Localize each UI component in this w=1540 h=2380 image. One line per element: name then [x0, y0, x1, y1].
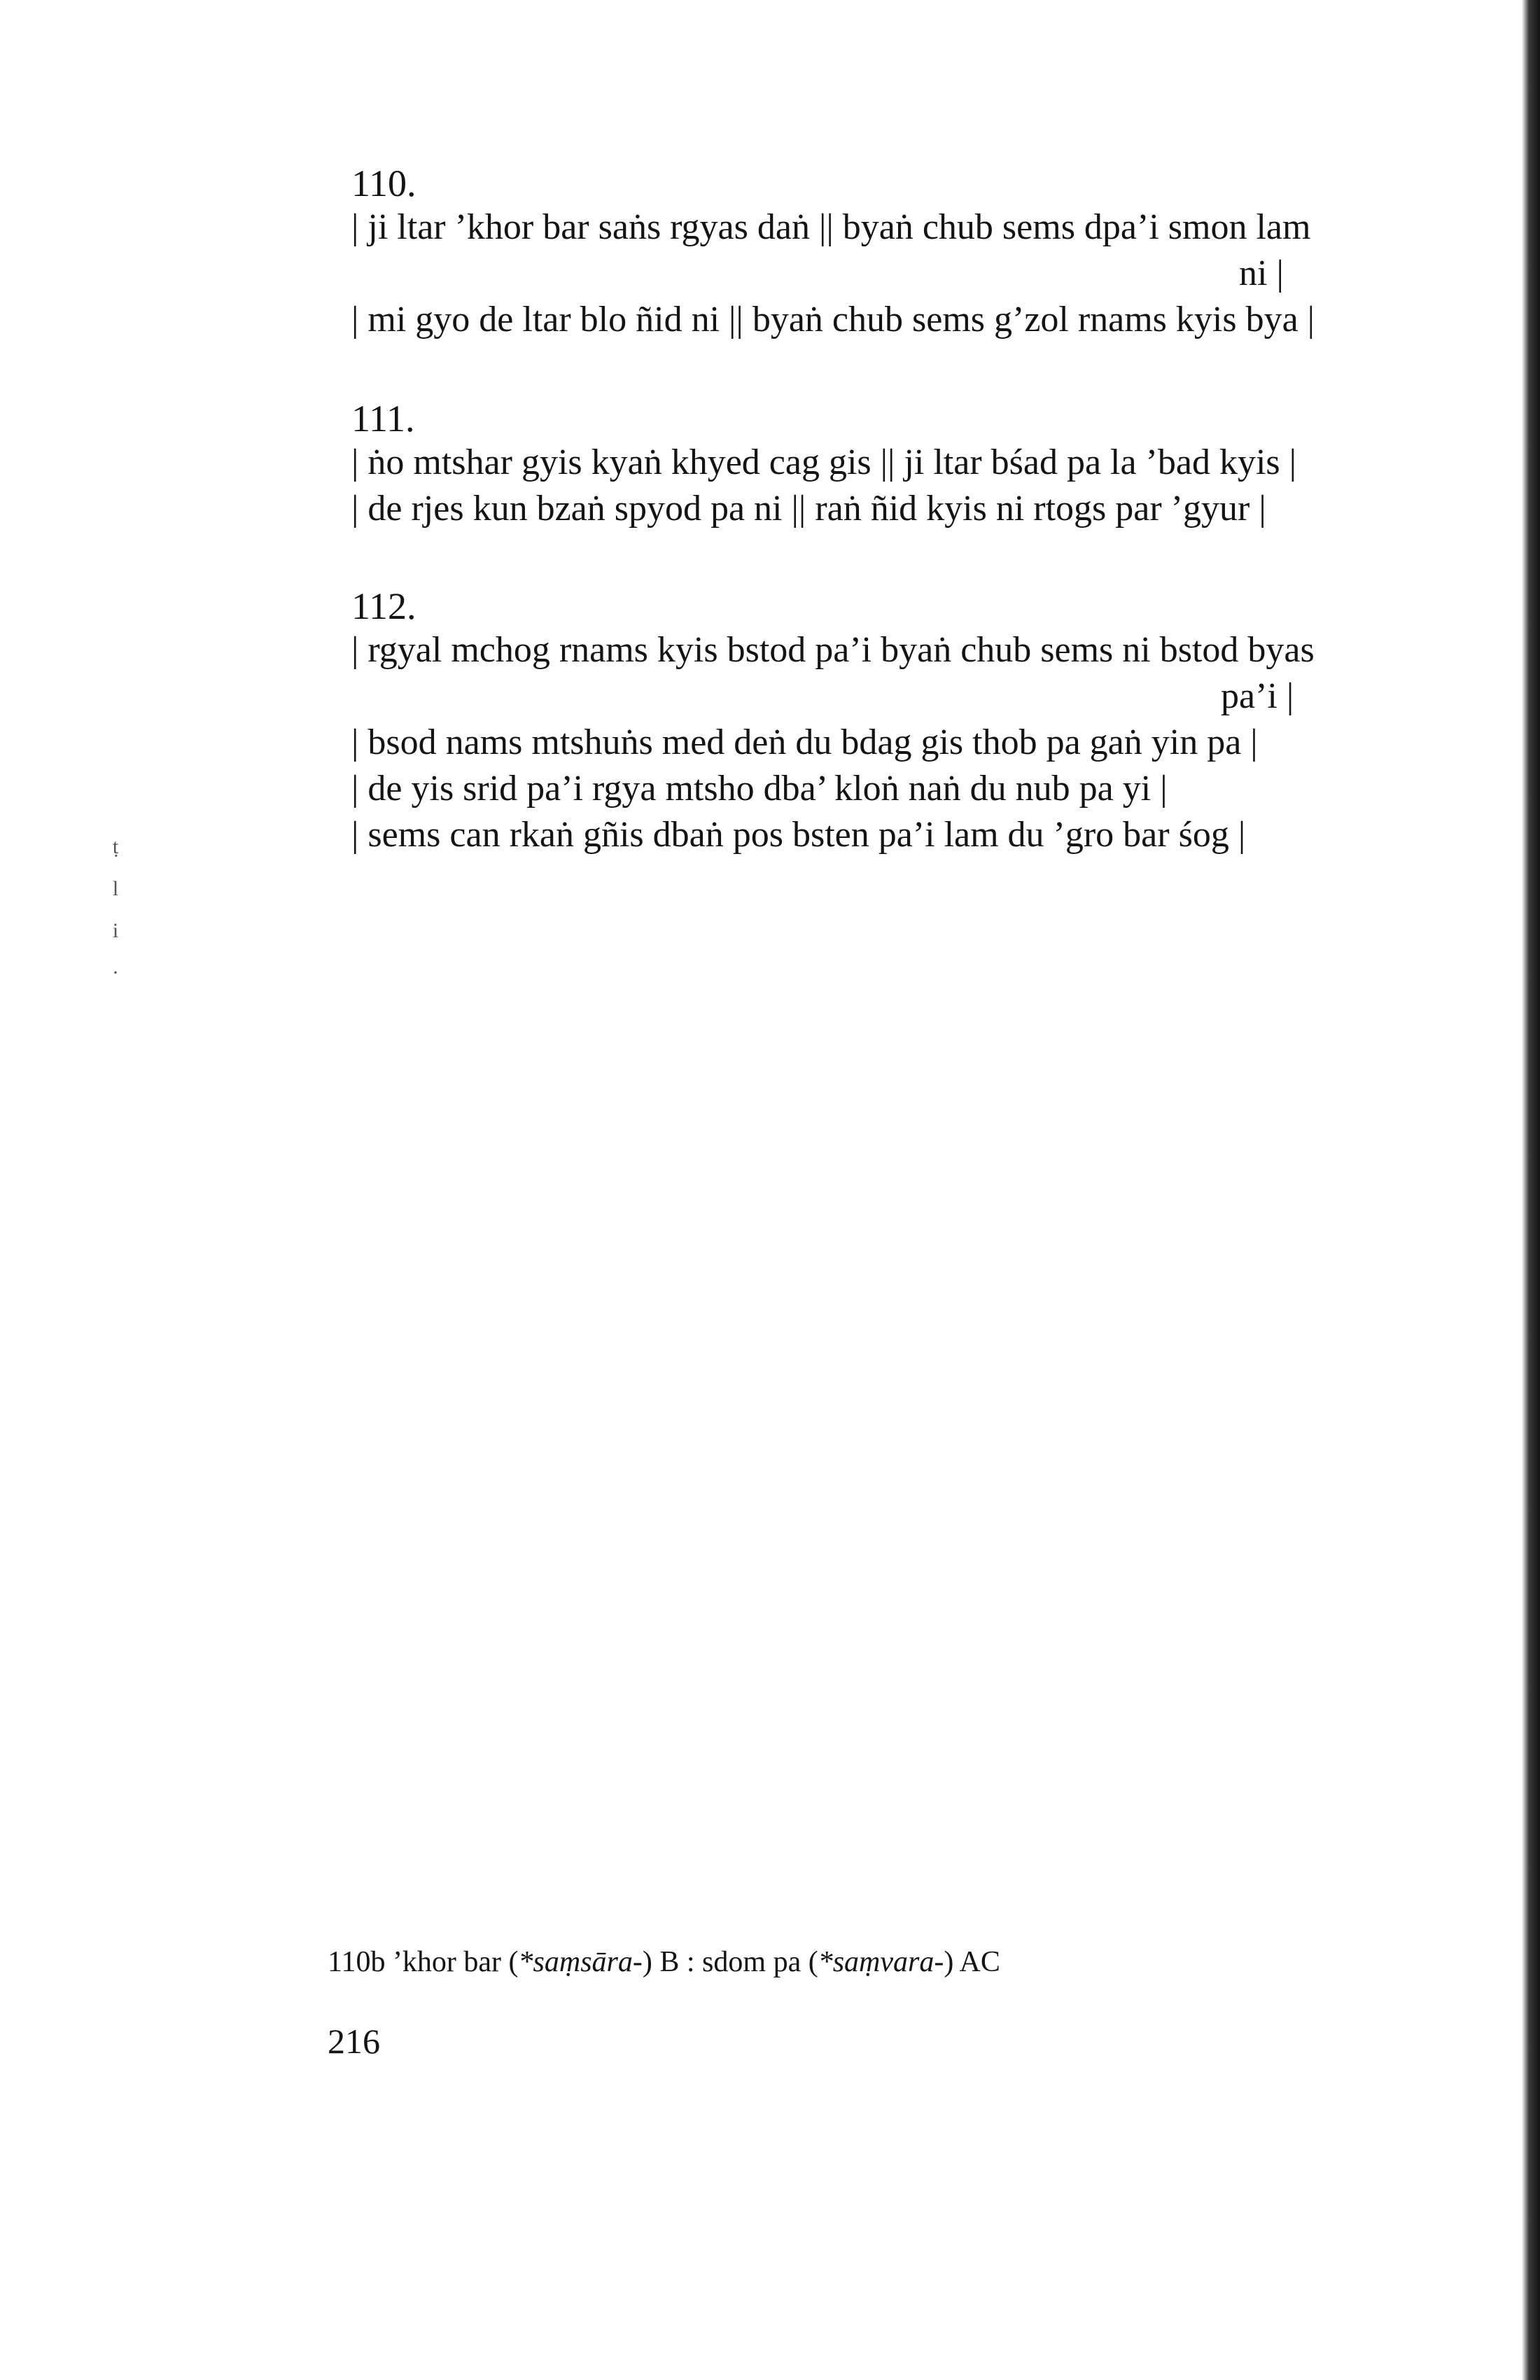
- margin-marks: [105, 826, 126, 994]
- margin-mark: i: [112, 919, 119, 942]
- page-number: 216: [328, 2022, 380, 2061]
- verse-line-continuation: ni |: [1239, 253, 1284, 293]
- verse-line: | mi gyo de ltar blo ñid ni || byaṅ chub sems g’zol rnams kyis bya |: [351, 300, 1315, 340]
- margin-mark: l: [112, 877, 119, 900]
- stanza-number: 110.: [351, 162, 416, 204]
- stanza-112: [351, 585, 1499, 858]
- verse-line-continuation: pa’i |: [1221, 676, 1294, 716]
- margin-mark: ṭ: [112, 835, 119, 858]
- footnote-term: *saṃvara-: [818, 1946, 944, 1978]
- footnote-text: ) AC: [944, 1946, 1000, 1978]
- stanza-number: 112.: [351, 585, 416, 627]
- footnote-term: *saṃsāra-: [518, 1946, 643, 1978]
- footnote-ref: 110b ’khor bar (: [328, 1946, 519, 1978]
- margin-mark: ·: [112, 961, 119, 984]
- stanza-111: [351, 398, 1499, 532]
- verse-line: | sems can rkaṅ gñis dbaṅ pos bsten pa’i lam du ’gro bar śog |: [351, 815, 1246, 855]
- verse-line: | rgyal mchog rnams kyis bstod pa’i byaṅ chub sems ni bstod byas: [351, 630, 1315, 670]
- verse-line: | ji ltar ’khor bar saṅs rgyas daṅ || byaṅ chub sems dpa’i smon lam: [351, 207, 1311, 247]
- footnote-text: ) B : sdom pa (: [642, 1946, 818, 1978]
- page-edge-shadow: [1522, 0, 1540, 2380]
- verse-line: | ṅo mtshar gyis kyaṅ khyed cag gis || ji ltar bśad pa la ’bad kyis |: [351, 442, 1297, 482]
- verse-line: | de rjes kun bzaṅ spyod pa ni || raṅ ñid kyis ni rtogs par ’gyur |: [351, 489, 1266, 528]
- verse-line: | bsod nams mtshuṅs med deṅ du bdag gis thob pa gaṅ yin pa |: [351, 722, 1258, 762]
- stanza-110: [351, 162, 1499, 343]
- stanza-number: 111.: [351, 398, 415, 440]
- footnote: [328, 1945, 1000, 1980]
- verse-line: | de yis srid pa’i rgya mtsho dba’ kloṅ naṅ du nub pa yi |: [351, 769, 1168, 808]
